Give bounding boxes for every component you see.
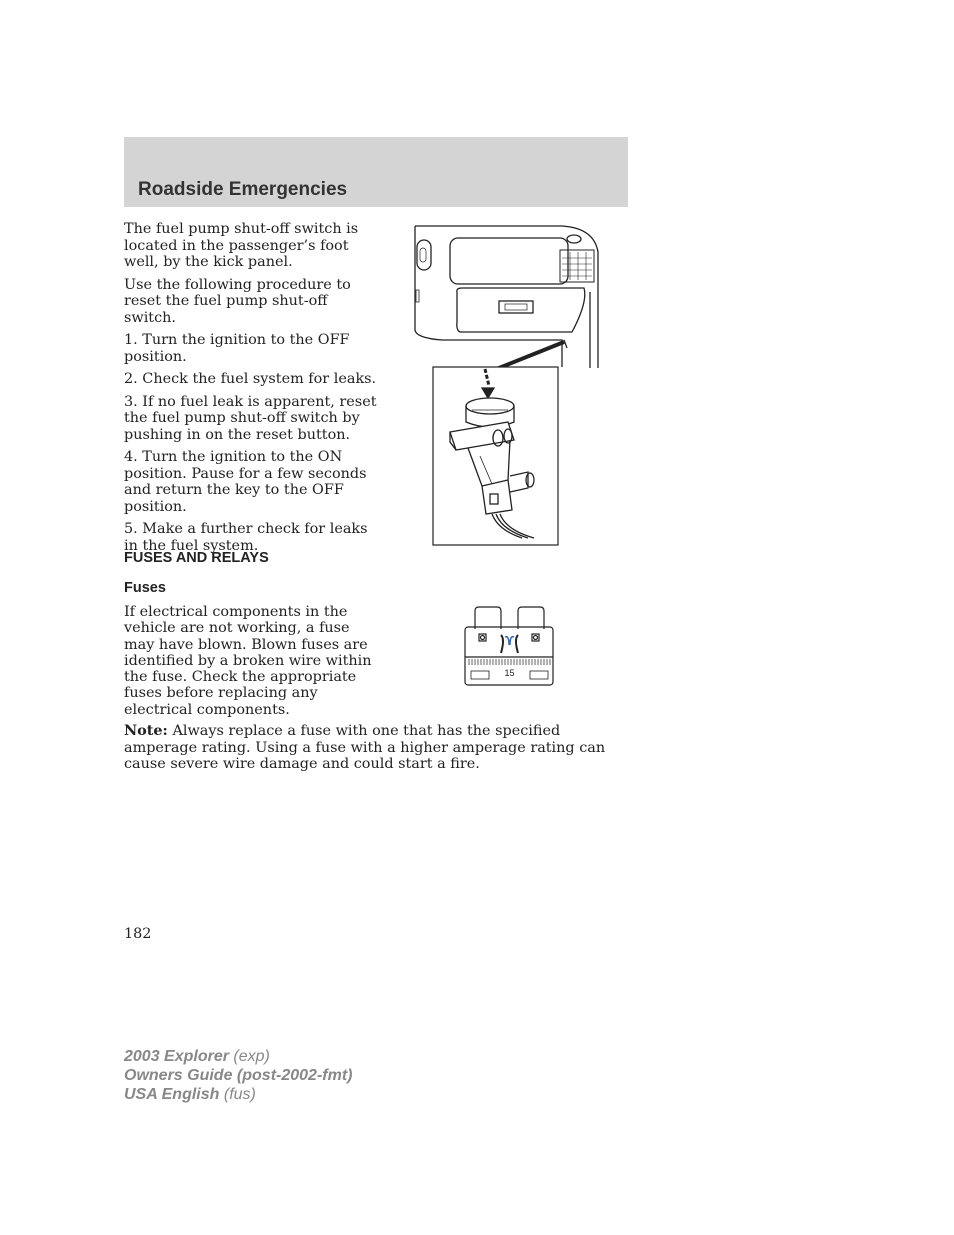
fuel-pump-switch-illustration [432, 366, 560, 547]
note-text: Always replace a fuse with one that has the specified amperage rating. Using a fuse with a higher amperage rating can cause severe wire damage and could start a fire. [124, 723, 606, 772]
document-footer [124, 1047, 352, 1104]
step-3: 3. If no fuel leak is apparent, reset the fuel pump shut-off switch by pushing in on the reset button. [124, 393, 377, 443]
step-1: 1. Turn the ignition to the OFF position. [124, 332, 350, 365]
intro-paragraph-2: Use the following procedure to reset the fuel pump shut-off switch. [124, 276, 351, 326]
intro-paragraph-1: The fuel pump shut-off switch is located in the passenger’s foot well, by the kick panel. [124, 221, 359, 270]
page-number: 182 [124, 926, 152, 942]
section-header-band [124, 137, 628, 207]
fuses-relays-heading: FUSES AND RELAYS [124, 550, 269, 566]
footer-model-code: (exp) [228, 1048, 270, 1065]
fuse-illustration [463, 605, 556, 687]
step-5: 5. Make a further check for leaks in the fuel system. [124, 521, 368, 554]
fuel-pump-instructions [124, 221, 379, 560]
section-title: Roadside Emergencies [138, 179, 348, 200]
fuses-paragraph: If electrical components in the vehicle are not working, a fuse may have blown. Blown fuses are identified by a broken wire within the fuse. Check the appropriate fuses before replacing any electrical components. [124, 604, 372, 718]
footer-model: 2003 Explorer [124, 1048, 229, 1065]
fuse-rating-label: 15 [504, 668, 515, 678]
dashboard-illustration [412, 222, 602, 372]
footer-language-code: (fus) [219, 1086, 256, 1103]
footer-language: USA English [124, 1086, 220, 1103]
note-label: Note: [124, 722, 168, 739]
step-4: 4. Turn the ignition to the ON position. Pause for a few seconds and return the key to the OFF position. [124, 449, 367, 515]
note-paragraph [124, 723, 628, 773]
footer-guide: Owners Guide (post-2002-fmt) [124, 1067, 353, 1084]
step-2: 2. Check the fuel system for leaks. [124, 371, 377, 387]
fuses-subheading: Fuses [124, 580, 166, 596]
